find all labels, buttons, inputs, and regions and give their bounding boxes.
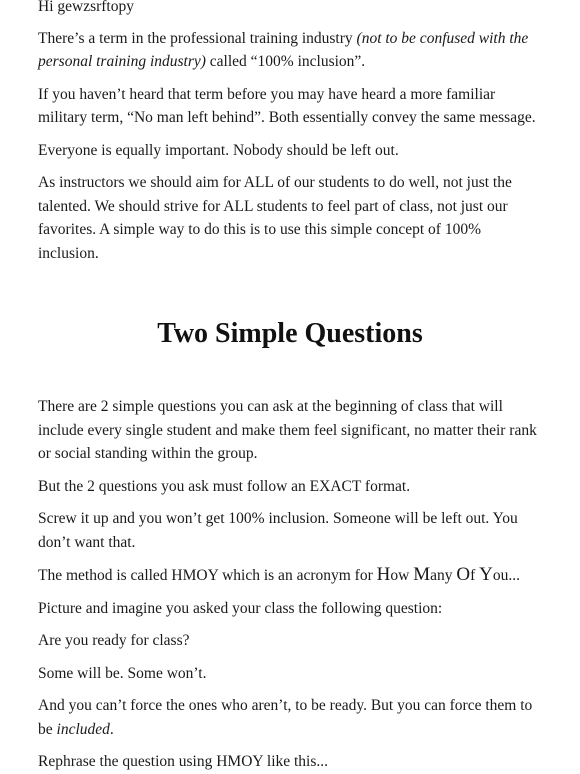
section-paragraph-8 (38, 694, 542, 741)
hmoy-rest-o: f (470, 567, 480, 584)
intro-paragraph-3: Everyone is equally important. Nobody should be left out. (38, 141, 399, 159)
p8-end: . (109, 720, 114, 738)
p8-italic: included (56, 720, 110, 738)
p8-text: And you can’t force the ones who aren’t, to be ready. But you can force them to be (38, 697, 533, 738)
hmoy-rest-h: ow (390, 567, 414, 584)
hmoy-intro-text: The method is called HMOY which is an acronym for (38, 567, 377, 584)
intro-paragraph-4: As instructors we should aim for ALL of our students to do well, not just the talented. We should strive for ALL students to feel part of class, not just our favorites. A simple way to do this is to use this simple concept of 100% inclusion. (38, 174, 512, 262)
hmoy-cap-m: M (413, 564, 431, 585)
section-paragraph-9: Rephrase the question using HMOY like this... (38, 753, 329, 770)
section-heading: Two Simple Questions (157, 318, 423, 349)
hmoy-rest-m: any (430, 567, 457, 584)
question-example: Are you ready for class? (38, 632, 190, 649)
hmoy-cap-y: Y (479, 564, 493, 585)
hmoy-paragraph (38, 563, 542, 588)
intro-p1-end: called “100% inclusion”. (205, 53, 366, 70)
section-paragraph-1: There are 2 simple questions you can ask at the beginning of class that will include every single student and make them feel significant, no matter their rank or social standing within the group. (38, 398, 537, 462)
intro-paragraph-2: If you haven’t heard that term before you may have heard a more familiar military term, “No man left behind”. Both essentially convey the same message. (38, 85, 536, 126)
intro-p1-text: There’s a term in the professional training industry (38, 29, 357, 47)
intro-p1-italic: (not to be confused with the personal training industry) (38, 29, 529, 70)
section-paragraph-3: Screw it up and you won’t get 100% inclusion. Someone will be left out. You don’t want that. (38, 510, 518, 551)
hmoy-cap-h: H (376, 564, 391, 585)
hmoy-acronym (376, 564, 520, 585)
greeting: Hi gewzsrftopy (38, 0, 134, 15)
section-paragraph-2: But the 2 questions you ask must follow an EXACT format. (38, 477, 411, 495)
hmoy-cap-o: O (456, 564, 471, 585)
section-paragraph-5: Picture and imagine you asked your class the following question: (38, 599, 443, 617)
section-paragraph-7: Some will be. Some won’t. (38, 664, 207, 682)
intro-paragraph-1 (38, 27, 542, 74)
hmoy-rest-y: ou... (492, 567, 520, 584)
